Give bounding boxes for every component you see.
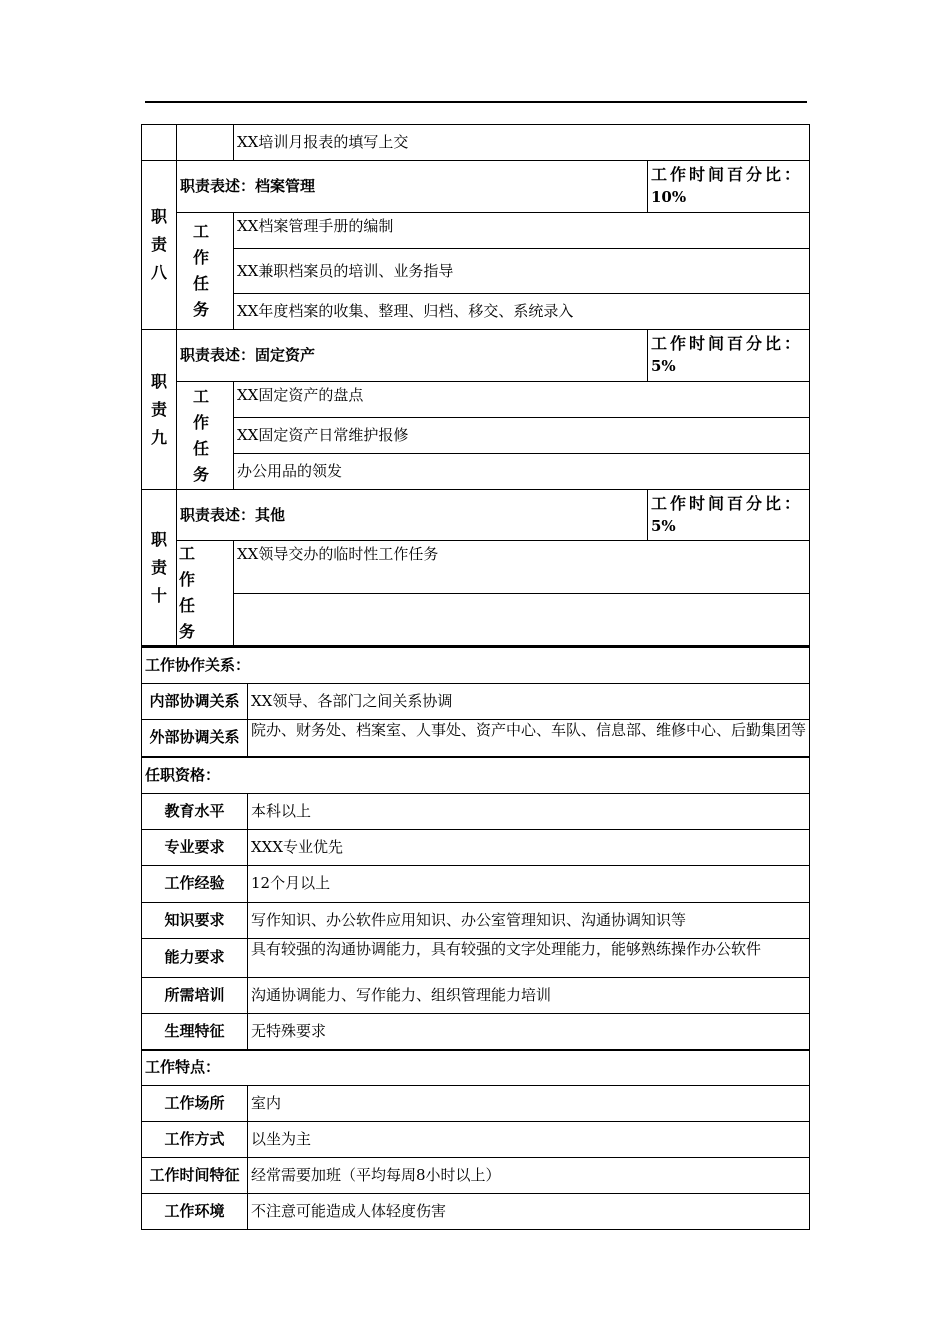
details-table bbox=[141, 646, 810, 1230]
feature-value: 经常需要加班（平均每周8小时以上） bbox=[248, 1157, 810, 1193]
cooperation-header: 工作协作关系： bbox=[142, 647, 810, 683]
task-item: 办公用品的领发 bbox=[234, 454, 810, 490]
duty-10-title-text: 职责十 bbox=[151, 529, 168, 605]
pct-label: 工作时间百分比： bbox=[651, 494, 804, 513]
task-label-text: 工 作 任 务 bbox=[179, 544, 204, 641]
qualification-value: 无特殊要求 bbox=[248, 1013, 810, 1050]
task-label bbox=[177, 213, 234, 330]
feature-value: 不注意可能造成人体轻度伤害 bbox=[248, 1193, 810, 1229]
qualification-label: 工作经验 bbox=[142, 865, 248, 902]
task-label bbox=[177, 382, 234, 490]
pct-label: 工作时间百分比： bbox=[651, 165, 804, 184]
feature-value: 室内 bbox=[248, 1085, 810, 1121]
qualification-value: XXX专业优先 bbox=[248, 829, 810, 865]
task-item: XX年度档案的收集、整理、归档、移交、系统录入 bbox=[234, 294, 810, 330]
task-label-text: 工 作 任 务 bbox=[192, 222, 217, 319]
qualification-value: 具有较强的沟通协调能力，具有较强的文字处理能力，能够熟练操作办公软件 bbox=[248, 938, 810, 977]
feature-label: 工作环境 bbox=[142, 1193, 248, 1229]
pct-value: 5% bbox=[651, 357, 676, 375]
feature-label: 工作时间特征 bbox=[142, 1157, 248, 1193]
duty-9-title bbox=[142, 330, 177, 490]
qualification-label: 知识要求 bbox=[142, 902, 248, 938]
header-rule bbox=[145, 101, 807, 103]
duty-8-time-percent bbox=[648, 161, 810, 213]
task-item: XX领导交办的临时性工作任务 bbox=[234, 541, 810, 594]
qualification-value: 沟通协调能力、写作能力、组织管理能力培训 bbox=[248, 977, 810, 1013]
duty-8-description: 职责表述：档案管理 bbox=[177, 161, 648, 213]
duty-9-title-text: 职责九 bbox=[151, 371, 168, 447]
duty-10-description: 职责表述：其他 bbox=[177, 490, 648, 541]
feature-label: 工作方式 bbox=[142, 1121, 248, 1157]
qualification-label: 教育水平 bbox=[142, 793, 248, 829]
internal-coordination-label: 内部协调关系 bbox=[142, 683, 248, 719]
pct-value: 10% bbox=[651, 188, 687, 206]
feature-value: 以坐为主 bbox=[248, 1121, 810, 1157]
duty-9-time-percent bbox=[648, 330, 810, 382]
duty-8-title bbox=[142, 161, 177, 330]
feature-label: 工作场所 bbox=[142, 1085, 248, 1121]
pct-label: 工作时间百分比： bbox=[651, 334, 804, 353]
qualification-label: 所需培训 bbox=[142, 977, 248, 1013]
internal-coordination-value: XX领导、各部门之间关系协调 bbox=[248, 683, 810, 719]
qualification-label: 专业要求 bbox=[142, 829, 248, 865]
task-item bbox=[234, 593, 810, 646]
qualification-label: 能力要求 bbox=[142, 938, 248, 977]
features-header: 工作特点： bbox=[142, 1050, 810, 1085]
duty-10-time-percent bbox=[648, 490, 810, 541]
blank-cell bbox=[177, 125, 234, 161]
external-coordination-label: 外部协调关系 bbox=[142, 719, 248, 757]
duty-10-title bbox=[142, 490, 177, 646]
job-description-table bbox=[141, 124, 809, 1230]
qualification-value: 写作知识、办公软件应用知识、办公室管理知识、沟通协调知识等 bbox=[248, 902, 810, 938]
qualification-value: 12个月以上 bbox=[248, 865, 810, 902]
blank-cell bbox=[142, 125, 177, 161]
pct-value: 5% bbox=[651, 517, 676, 535]
qualification-label: 生理特征 bbox=[142, 1013, 248, 1050]
duty-8-title-text: 职责八 bbox=[151, 207, 168, 282]
duty-9-description: 职责表述：固定资产 bbox=[177, 330, 648, 382]
qualifications-header: 任职资格： bbox=[142, 757, 810, 793]
task-item: XX固定资产的盘点 bbox=[234, 382, 810, 418]
task-label bbox=[177, 541, 234, 646]
task-label-text: 工 作 任 务 bbox=[192, 386, 217, 484]
duties-table bbox=[141, 124, 810, 646]
qualification-value: 本科以上 bbox=[248, 793, 810, 829]
task-item: XX档案管理手册的编制 bbox=[234, 213, 810, 249]
task-item: XX培训月报表的填写上交 bbox=[234, 125, 810, 161]
external-coordination-value: 院办、财务处、档案室、人事处、资产中心、车队、信息部、维修中心、后勤集团等 bbox=[248, 719, 810, 757]
task-item: XX固定资产日常维护报修 bbox=[234, 418, 810, 454]
task-item: XX兼职档案员的培训、业务指导 bbox=[234, 249, 810, 294]
